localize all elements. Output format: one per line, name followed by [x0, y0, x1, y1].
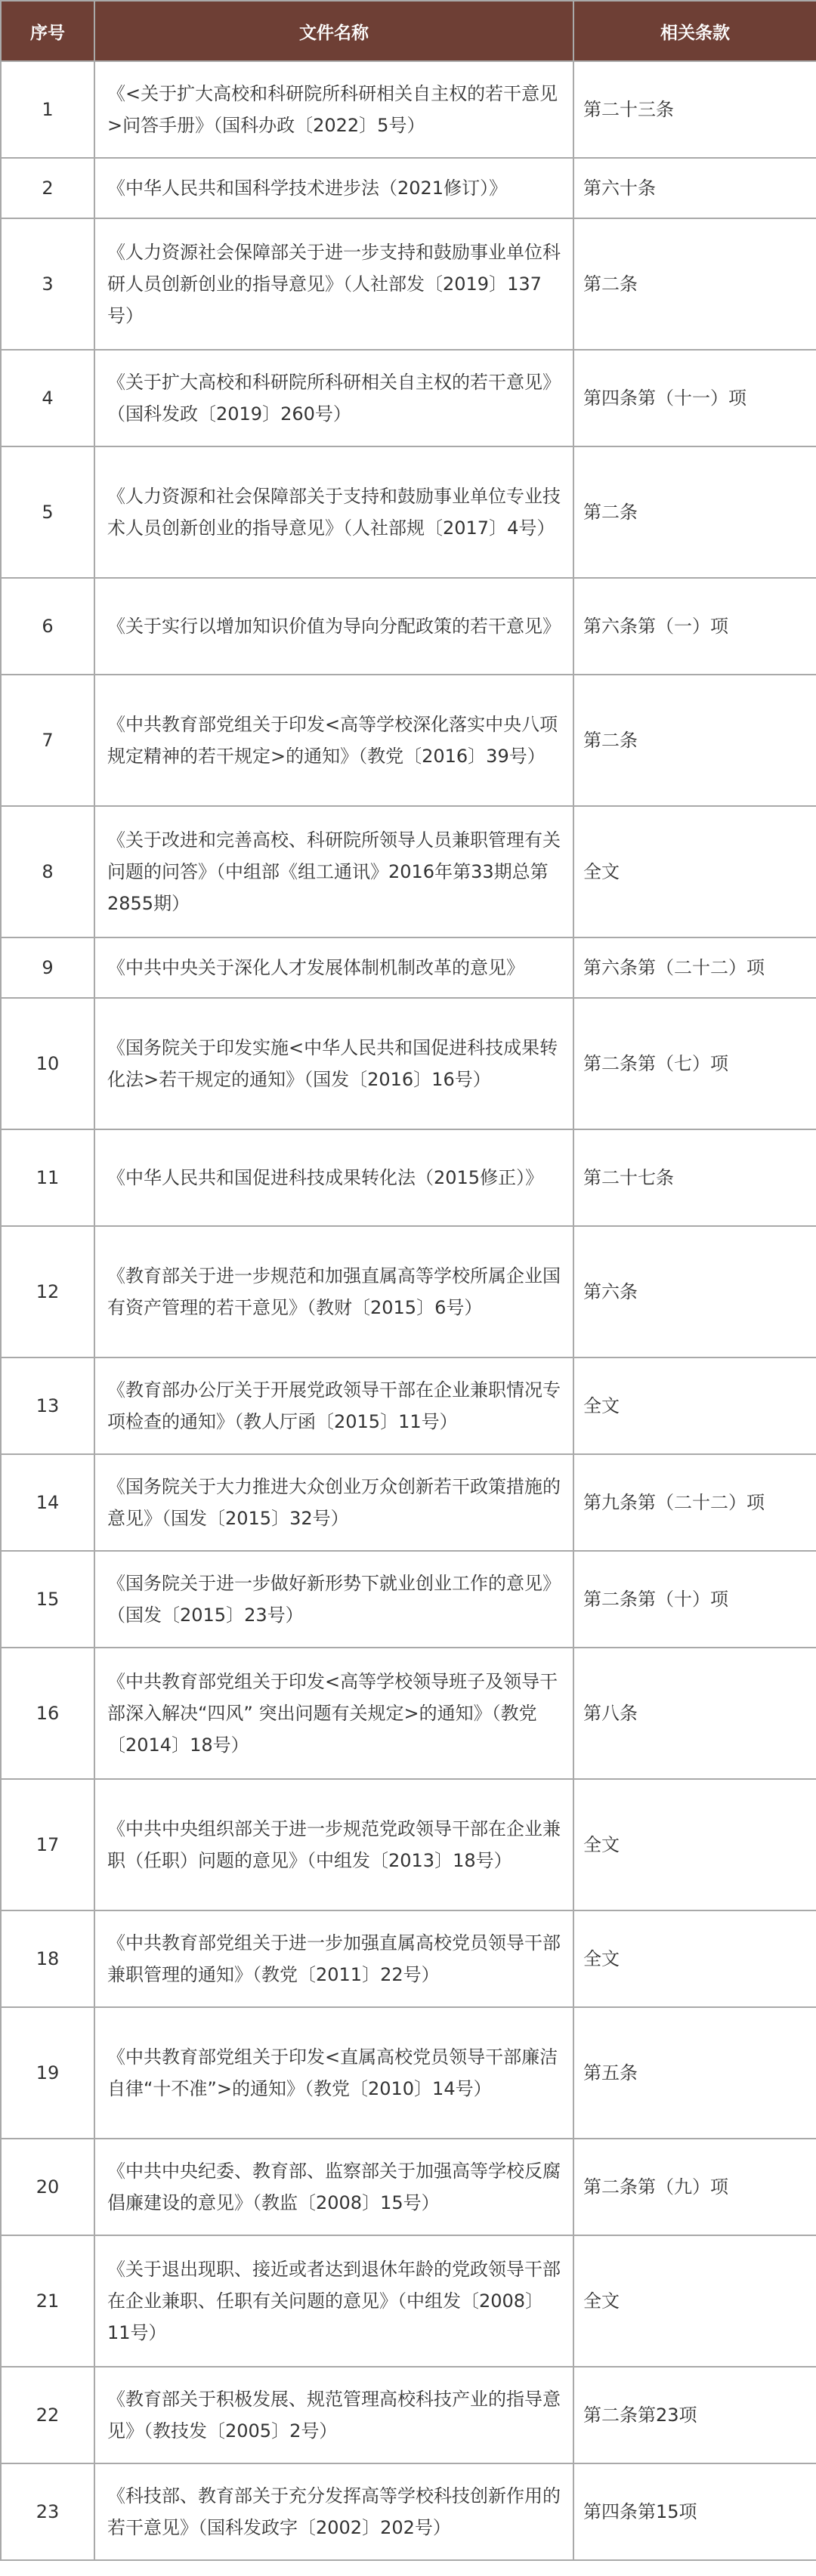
- row-index: 21: [1, 2235, 94, 2367]
- related-clause: 第二条第23项: [573, 2367, 816, 2463]
- row-index: 4: [1, 350, 94, 446]
- document-name: 《科技部、教育部关于充分发挥高等学校科技创新作用的若干意见》（国科发政字〔2002〕202号）: [94, 2463, 573, 2560]
- row-index: 3: [1, 218, 94, 350]
- document-name: 《中华人民共和国促进科技成果转化法（2015修正）》: [94, 1129, 573, 1226]
- table-row: [1, 218, 816, 350]
- row-index: 1: [1, 61, 94, 158]
- document-name: 《中共中央组织部关于进一步规范党政领导干部在企业兼职（任职）问题的意见》（中组发〔2013〕18号）: [94, 1779, 573, 1910]
- related-clause: 第四条第15项: [573, 2463, 816, 2560]
- related-clause: 全文: [573, 1357, 816, 1454]
- document-name: 《中共中央关于深化人才发展体制机制改革的意见》: [94, 937, 573, 998]
- related-clause: 第四条第（十一）项: [573, 350, 816, 446]
- related-clause: 第二条: [573, 218, 816, 350]
- table-row: [1, 446, 816, 578]
- document-name: 《教育部关于进一步规范和加强直属高等学校所属企业国有资产管理的若干意见》（教财〔2015〕6号）: [94, 1226, 573, 1357]
- row-index: 10: [1, 998, 94, 1129]
- document-name: 《中华人民共和国科学技术进步法（2021修订）》: [94, 158, 573, 218]
- table-row: [1, 1910, 816, 2007]
- row-index: 14: [1, 1454, 94, 1551]
- document-name: 《关于退出现职、接近或者达到退休年龄的党政领导干部在企业兼职、任职有关问题的意见》（中组发〔2008〕11号）: [94, 2235, 573, 2367]
- table-row: [1, 937, 816, 998]
- related-clause: 第二条第（七）项: [573, 998, 816, 1129]
- table-row: [1, 61, 816, 158]
- table-row: [1, 158, 816, 218]
- document-name: 《关于扩大高校和科研院所科研相关自主权的若干意见》（国科发政〔2019〕260号）: [94, 350, 573, 446]
- table-row: [1, 1454, 816, 1551]
- row-index: 19: [1, 2007, 94, 2139]
- row-index: 12: [1, 1226, 94, 1357]
- document-name: 《中共中央纪委、教育部、监察部关于加强高等学校反腐倡廉建设的意见》（教监〔2008〕15号）: [94, 2139, 573, 2235]
- related-clause: 第二条: [573, 675, 816, 806]
- row-index: 8: [1, 806, 94, 937]
- table-row: [1, 1226, 816, 1357]
- row-index: 2: [1, 158, 94, 218]
- row-index: 11: [1, 1129, 94, 1226]
- table-row: [1, 2367, 816, 2463]
- related-clause: 第六条: [573, 1226, 816, 1357]
- row-index: 20: [1, 2139, 94, 2235]
- document-name: 《关于实行以增加知识价值为导向分配政策的若干意见》: [94, 578, 573, 675]
- table-row: [1, 998, 816, 1129]
- document-name: 《中共教育部党组关于进一步加强直属高校党员领导干部兼职管理的通知》（教党〔2011〕22号）: [94, 1910, 573, 2007]
- table-row: [1, 1129, 816, 1226]
- related-clause: 全文: [573, 806, 816, 937]
- row-index: 9: [1, 937, 94, 998]
- related-clause: 第二条第（十）项: [573, 1551, 816, 1648]
- document-name: 《人力资源和社会保障部关于支持和鼓励事业单位专业技术人员创新创业的指导意见》（人社部规〔2017〕4号）: [94, 446, 573, 578]
- table-row: [1, 350, 816, 446]
- table-row: [1, 2139, 816, 2235]
- document-name: 《<关于扩大高校和科研院所科研相关自主权的若干意见>问答手册》（国科办政〔2022〕5号）: [94, 61, 573, 158]
- related-clause: 第二条: [573, 446, 816, 578]
- table-row: [1, 675, 816, 806]
- related-clause: 第二条第（九）项: [573, 2139, 816, 2235]
- related-clause: 第五条: [573, 2007, 816, 2139]
- row-index: 5: [1, 446, 94, 578]
- document-name: 《国务院关于大力推进大众创业万众创新若干政策措施的意见》（国发〔2015〕32号）: [94, 1454, 573, 1551]
- document-name: 《国务院关于进一步做好新形势下就业创业工作的意见》（国发〔2015〕23号）: [94, 1551, 573, 1648]
- table-row: [1, 1357, 816, 1454]
- related-clause: 第九条第（二十二）项: [573, 1454, 816, 1551]
- document-name: 《人力资源社会保障部关于进一步支持和鼓励事业单位科研人员创新创业的指导意见》（人社部发〔2019〕137号）: [94, 218, 573, 350]
- row-index: 7: [1, 675, 94, 806]
- row-index: 17: [1, 1779, 94, 1910]
- related-clause: 第八条: [573, 1648, 816, 1779]
- document-name: 《教育部关于积极发展、规范管理高校科技产业的指导意见》（教技发〔2005〕2号）: [94, 2367, 573, 2463]
- related-clause: 第二十三条: [573, 61, 816, 158]
- related-clause: 全文: [573, 2235, 816, 2367]
- row-index: 6: [1, 578, 94, 675]
- table-row: [1, 806, 816, 937]
- row-index: 15: [1, 1551, 94, 1648]
- table-row: [1, 1648, 816, 1779]
- related-clause: 全文: [573, 1779, 816, 1910]
- table-header-row: [1, 1, 816, 61]
- row-index: 18: [1, 1910, 94, 2007]
- document-name: 《中共教育部党组关于印发<高等学校领导班子及领导干部深入解决“四风” 突出问题有关规定>的通知》（教党〔2014〕18号）: [94, 1648, 573, 1779]
- table-row: [1, 2007, 816, 2139]
- header-related-clause: 相关条款: [573, 1, 816, 61]
- table-row: [1, 1779, 816, 1910]
- table-row: [1, 2463, 816, 2560]
- related-clause: 第二十七条: [573, 1129, 816, 1226]
- document-name: 《中共教育部党组关于印发<直属高校党员领导干部廉洁自律“十不准”>的通知》（教党〔2010〕14号）: [94, 2007, 573, 2139]
- row-index: 16: [1, 1648, 94, 1779]
- table-row: [1, 578, 816, 675]
- document-name: 《中共教育部党组关于印发<高等学校深化落实中央八项规定精神的若干规定>的通知》（教党〔2016〕39号）: [94, 675, 573, 806]
- table-row: [1, 2235, 816, 2367]
- document-name: 《国务院关于印发实施<中华人民共和国促进科技成果转化法>若干规定的通知》（国发〔2016〕16号）: [94, 998, 573, 1129]
- row-index: 13: [1, 1357, 94, 1454]
- related-clause: 全文: [573, 1910, 816, 2007]
- header-index: 序号: [1, 1, 94, 61]
- table-row: [1, 1551, 816, 1648]
- row-index: 22: [1, 2367, 94, 2463]
- related-clause: 第六条第（二十二）项: [573, 937, 816, 998]
- header-document-name: 文件名称: [94, 1, 573, 61]
- document-name: 《教育部办公厅关于开展党政领导干部在企业兼职情况专项检查的通知》（教人厅函〔2015〕11号）: [94, 1357, 573, 1454]
- document-name: 《关于改进和完善高校、科研院所领导人员兼职管理有关问题的问答》（中组部《组工通讯》2016年第33期总第2855期）: [94, 806, 573, 937]
- row-index: 23: [1, 2463, 94, 2560]
- related-clause: 第六条第（一）项: [573, 578, 816, 675]
- related-clause: 第六十条: [573, 158, 816, 218]
